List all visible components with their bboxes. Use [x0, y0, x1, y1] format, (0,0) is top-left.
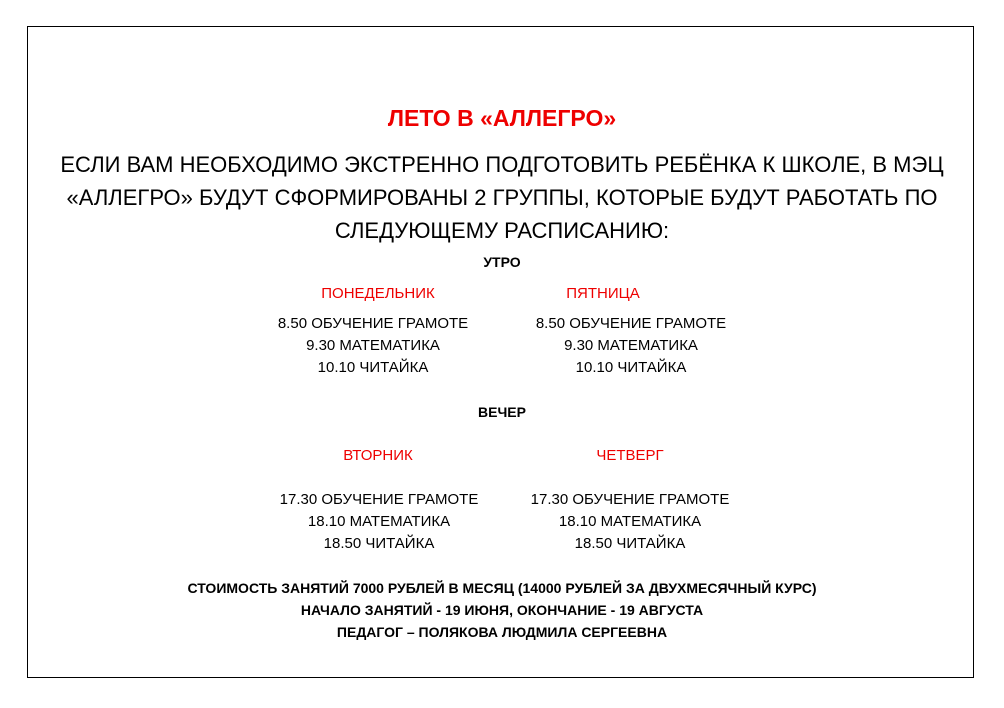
- lesson-item: 18.10 МАТЕМАТИКА: [558, 513, 702, 530]
- lesson-item: 18.10 МАТЕМАТИКА: [307, 513, 451, 530]
- lesson-item: 18.50 ЧИТАЙКА: [574, 535, 686, 552]
- intro-line: СЛЕДУЮЩЕМУ РАСПИСАНИЮ:: [334, 218, 670, 243]
- day-monday: ПОНЕДЕЛЬНИК: [321, 285, 435, 302]
- lesson-item: 9.30 МАТЕМАТИКА: [564, 337, 698, 354]
- lesson-item: 9.30 МАТЕМАТИКА: [306, 337, 440, 354]
- lesson-item: 10.10 ЧИТАЙКА: [575, 359, 687, 376]
- day-thursday: ЧЕТВЕРГ: [596, 447, 664, 464]
- intro-text: [0, 148, 1004, 247]
- day-friday: ПЯТНИЦА: [566, 285, 640, 302]
- lesson-item: 17.30 ОБУЧЕНИЕ ГРАМОТЕ: [279, 491, 479, 508]
- lesson-item: 18.50 ЧИТАЙКА: [323, 535, 435, 552]
- dates-line: НАЧАЛО ЗАНЯТИЙ - 19 ИЮНЯ, ОКОНЧАНИЕ - 19 АВГУСТА: [300, 602, 704, 618]
- price-line: СТОИМОСТЬ ЗАНЯТИЙ 7000 РУБЛЕЙ В МЕСЯЦ (14000 РУБЛЕЙ ЗА ДВУХМЕСЯЧНЫЙ КУРС): [187, 580, 817, 596]
- lesson-item: 8.50 ОБУЧЕНИЕ ГРАМОТЕ: [277, 315, 469, 332]
- schedule-tuesday: [249, 489, 509, 555]
- intro-line: ЕСЛИ ВАМ НЕОБХОДИМО ЭКСТРЕННО ПОДГОТОВИТЬ РЕБЁНКА К ШКОЛЕ, В МЭЦ: [60, 152, 944, 177]
- lesson-item: 10.10 ЧИТАЙКА: [317, 359, 429, 376]
- schedule-friday: [506, 313, 756, 379]
- page-title: ЛЕТО В «АЛЛЕГРО»: [387, 105, 617, 131]
- morning-heading: УТРО: [483, 254, 521, 270]
- footer-info: [0, 577, 1004, 643]
- lesson-item: 17.30 ОБУЧЕНИЕ ГРАМОТЕ: [530, 491, 730, 508]
- evening-heading: ВЕЧЕР: [478, 404, 526, 420]
- intro-line: «АЛЛЕГРО» БУДУТ СФОРМИРОВАНЫ 2 ГРУППЫ, КОТОРЫЕ БУДУТ РАБОТАТЬ ПО: [66, 185, 938, 210]
- schedule-monday: [248, 313, 498, 379]
- teacher-line: ПЕДАГОГ – ПОЛЯКОВА ЛЮДМИЛА СЕРГЕЕВНА: [336, 624, 668, 640]
- lesson-item: 8.50 ОБУЧЕНИЕ ГРАМОТЕ: [535, 315, 727, 332]
- day-tuesday: ВТОРНИК: [343, 447, 413, 464]
- schedule-thursday: [500, 489, 760, 555]
